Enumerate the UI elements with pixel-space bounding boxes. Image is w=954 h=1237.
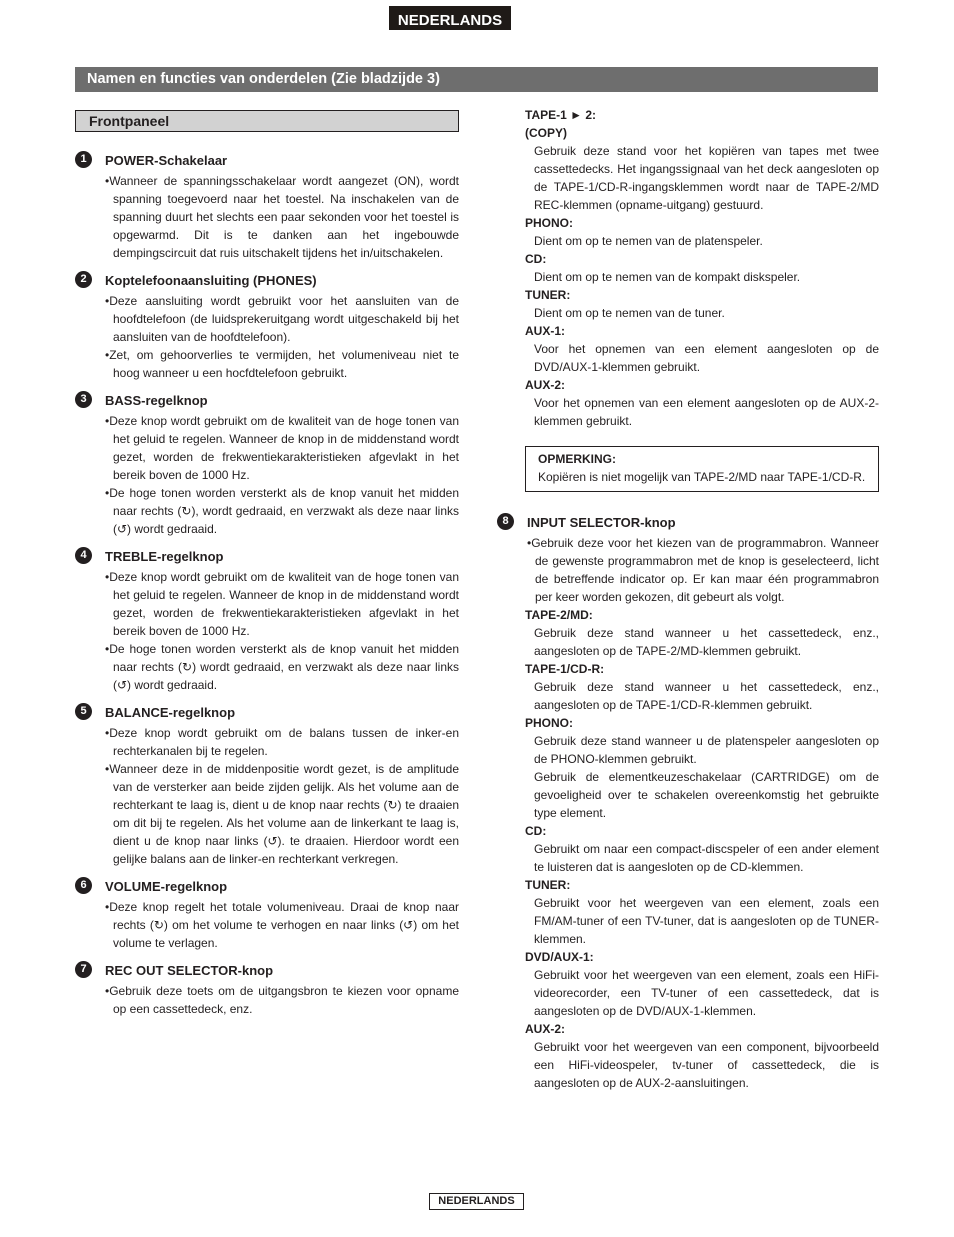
mode-label <box>525 106 879 124</box>
note-box <box>525 446 879 492</box>
bullet-text: • Zet, om gehoorverlies te vermijden, het volumeniveau niet te hoog wanneer u een hocfdtelefoon gebruikt. <box>105 346 459 382</box>
item-title: TREBLE-regelknop <box>105 549 224 564</box>
mode-description: Gebruikt om naar een compact-discspeler of een ander element te luisteren dat is aangesloten op de CD-klemmen. <box>534 842 879 874</box>
item-number: 5 <box>75 703 92 720</box>
mode-label: CD: <box>525 824 547 838</box>
item-treble <box>75 546 459 694</box>
mode-description: Gebruik deze stand wanneer u het cassettedeck, enz., aangesloten op de TAPE-1/CD-R-klemmen gebruikt. <box>534 680 879 712</box>
note-title: OPMERKING: <box>538 452 616 466</box>
bullet-text: • De hoge tonen worden versterkt als de knop vanuit het midden naar rechts (↻), wordt gedraaid, en verzwakt als deze naar links (↺) wordt gedraaid. <box>105 484 459 538</box>
item-title: Koptelefoonaansluiting (PHONES) <box>105 273 317 288</box>
item-title: BASS-regelknop <box>105 393 208 408</box>
item-number: 4 <box>75 547 92 564</box>
mode-label: AUX-1: <box>525 324 566 338</box>
note-text: Kopiëren is niet mogelijk van TAPE-2/MD naar TAPE-1/CD-R. <box>538 470 866 484</box>
item-balance <box>75 702 459 868</box>
section-title: Namen en functies van onderdelen (Zie bladzijde 3) <box>75 67 878 92</box>
mode-label: AUX-2: <box>525 378 566 392</box>
mode-label: AUX-2: <box>525 1022 566 1036</box>
item-title: BALANCE-regelknop <box>105 705 236 720</box>
mode-label: DVD/AUX-1: <box>525 950 594 964</box>
item-title: VOLUME-regelknop <box>105 879 228 894</box>
item-volume <box>75 876 459 952</box>
item-bass <box>75 390 459 538</box>
subsection-title: Frontpaneel <box>75 110 459 132</box>
bullet-text: • Gebruik deze voor het kiezen van de programmabron. Wanneer de gewenste programmabron met de knop is geselecteerd, licht de betreffende indicator op. Er kan maar één programmabron per keer worden gekozen, dit gebeurt als volgt. <box>527 534 879 606</box>
item-number: 7 <box>75 961 92 978</box>
item-title: REC OUT SELECTOR-knop <box>105 963 274 978</box>
mode-label-text: TAPE-1 ► 2: <box>525 108 596 122</box>
mode-label: TAPE-2/MD: <box>525 608 593 622</box>
mode-sublabel: (COPY) <box>525 126 567 140</box>
mode-description: Gebruikt voor het weergeven van een element, zoals een FM/AM-tuner of een TV-tuner, dat is aangesloten op de TUNER-klemmen. <box>534 896 879 946</box>
item-number: 3 <box>75 391 92 408</box>
bullet-text: • Wanneer de spanningsschakelaar wordt aangezet (ON), wordt spanning toegevoerd naar het toestel. Na inschakelen van de spanning duurt het slechts een paar sekonden voor het toestel is opgewarmd. Dit is te danken aan het ingebouwde dempingscircuit dat ruis uitschakelt tijdens het in/uitschakelen. <box>105 172 459 262</box>
item-title: POWER-Schakelaar <box>105 153 228 168</box>
item-power <box>75 150 459 262</box>
mode-description: Gebruik deze stand wanneer u de platenspeler aangesloten op de PHONO-klemmen gebruikt. <box>534 734 879 766</box>
mode-description: Gebruikt voor het weergeven van een element, zoals een HiFi-videorecorder, een TV-tuner of een cassettedeck, dat is aangesloten op de DVD/AUX-1-klemmen. <box>534 968 879 1018</box>
mode-label: TUNER: <box>525 288 571 302</box>
bullet-text: • Deze aansluiting wordt gebruikt voor het aansluiten van de hoofdtelefoon (de luidsprekeruitgang wordt uitgeschakeld bij het aansluiten van de hoofdtelefoon). <box>105 292 459 346</box>
mode-description: Voor het opnemen van een element aangesloten op de DVD/AUX-1-klemmen gebruikt. <box>534 342 879 374</box>
item-number: 6 <box>75 877 92 894</box>
footer-language-tab: NEDERLANDS <box>429 1193 524 1210</box>
mode-description: Gebruikt voor het weergeven van een component, bijvoorbeeld een HiFi-videospeler, tv-tuner of cassettedeck, die is aangesloten op de AUX-2-aansluitingen. <box>534 1040 879 1090</box>
item-number: 1 <box>75 151 92 168</box>
bullet-text: • Deze knop regelt het totale volumeniveau. Draai de knop naar rechts (↻) om het volume te verhogen en naar links (↺) om het volume te verlagen. <box>105 898 459 952</box>
mode-description: Voor het opnemen van een element aangesloten op de AUX-2-klemmen gebruikt. <box>534 396 879 428</box>
item-input-selector <box>497 512 879 1092</box>
mode-description: Dient om op te nemen van de platenspeler. <box>534 234 763 248</box>
mode-description: Gebruik deze stand voor het kopiëren van tapes met twee cassettedecks. Het ingangssignaal van het deck aangesloten op de TAPE-1/CD-R-ingangsklemmen wordt naar de TAPE-2/MD REC-klemmen (opname-uitgang) gestuurd. <box>534 144 879 212</box>
mode-label: CD: <box>525 252 547 266</box>
bullet-text: • Deze knop wordt gebruikt om de balans tussen de inker-en rechterkanalen bij te regelen. <box>105 724 459 760</box>
item-title: INPUT SELECTOR-knop <box>527 515 676 530</box>
right-column <box>497 106 879 1100</box>
item-phones <box>75 270 459 382</box>
mode-description: Dient om op te nemen van de kompakt diskspeler. <box>534 270 801 284</box>
item-rec-out <box>75 960 459 1018</box>
bullet-text: • Gebruik deze toets om de uitgangsbron te kiezen voor opname op een cassettedeck, enz. <box>105 982 459 1018</box>
bullet-text: • Wanneer deze in de middenpositie wordt gezet, is de amplitude van de versterker aan beide zijden gelijk. Als het volume aan de rechterkant te laag is, dient u de knop naar rechts (↻) te draaien om dit bij te regelen. Als het volume aan de linkerkant te laag is, dient u de knop naar links (↺). te draaien. Hierdoor wordt een gelijke balans aan de linker-en rechterkant verkregen. <box>105 760 459 868</box>
mode-label: TUNER: <box>525 878 571 892</box>
mode-description: Gebruik de elementkeuzeschakelaar (CARTRIDGE) om de gevoeligheid over te schakelen overeenkomstig het gebruikte type element. <box>534 770 879 820</box>
language-tab: NEDERLANDS <box>389 6 511 30</box>
item-number: 8 <box>497 513 514 530</box>
left-column <box>75 150 459 1026</box>
mode-label: TAPE-1/CD-R: <box>525 662 605 676</box>
bullet-text: • Deze knop wordt gebruikt om de kwaliteit van de hoge tonen van het geluid te regelen. Wanneer de knop in de middenstand wordt gezet, worden de frekwentiekarakteristieken afgevlakt in het bereik boven de 1000 Hz. <box>105 568 459 640</box>
bullet-text: • De hoge tonen worden versterkt als de knop vanuit het midden naar rechts (↻) wordt gedraaid, en verzwakt als deze naar links (↺) wordt gedraaid. <box>105 640 459 694</box>
item-number: 2 <box>75 271 92 288</box>
mode-description: Gebruik deze stand wanneer u het cassettedeck, enz., aangesloten op de TAPE-2/MD-klemmen gebruikt. <box>534 626 879 658</box>
bullet-text: • Deze knop wordt gebruikt om de kwaliteit van de hoge tonen van het geluid te regelen. Wanneer de knop in de middenstand wordt gezet, worden de frekwentiekarakteristieken afgevlakt in het bereik boven de 1000 Hz. <box>105 412 459 484</box>
mode-label: PHONO: <box>525 216 573 230</box>
mode-label: PHONO: <box>525 716 573 730</box>
mode-description: Dient om op te nemen van de tuner. <box>534 306 725 320</box>
